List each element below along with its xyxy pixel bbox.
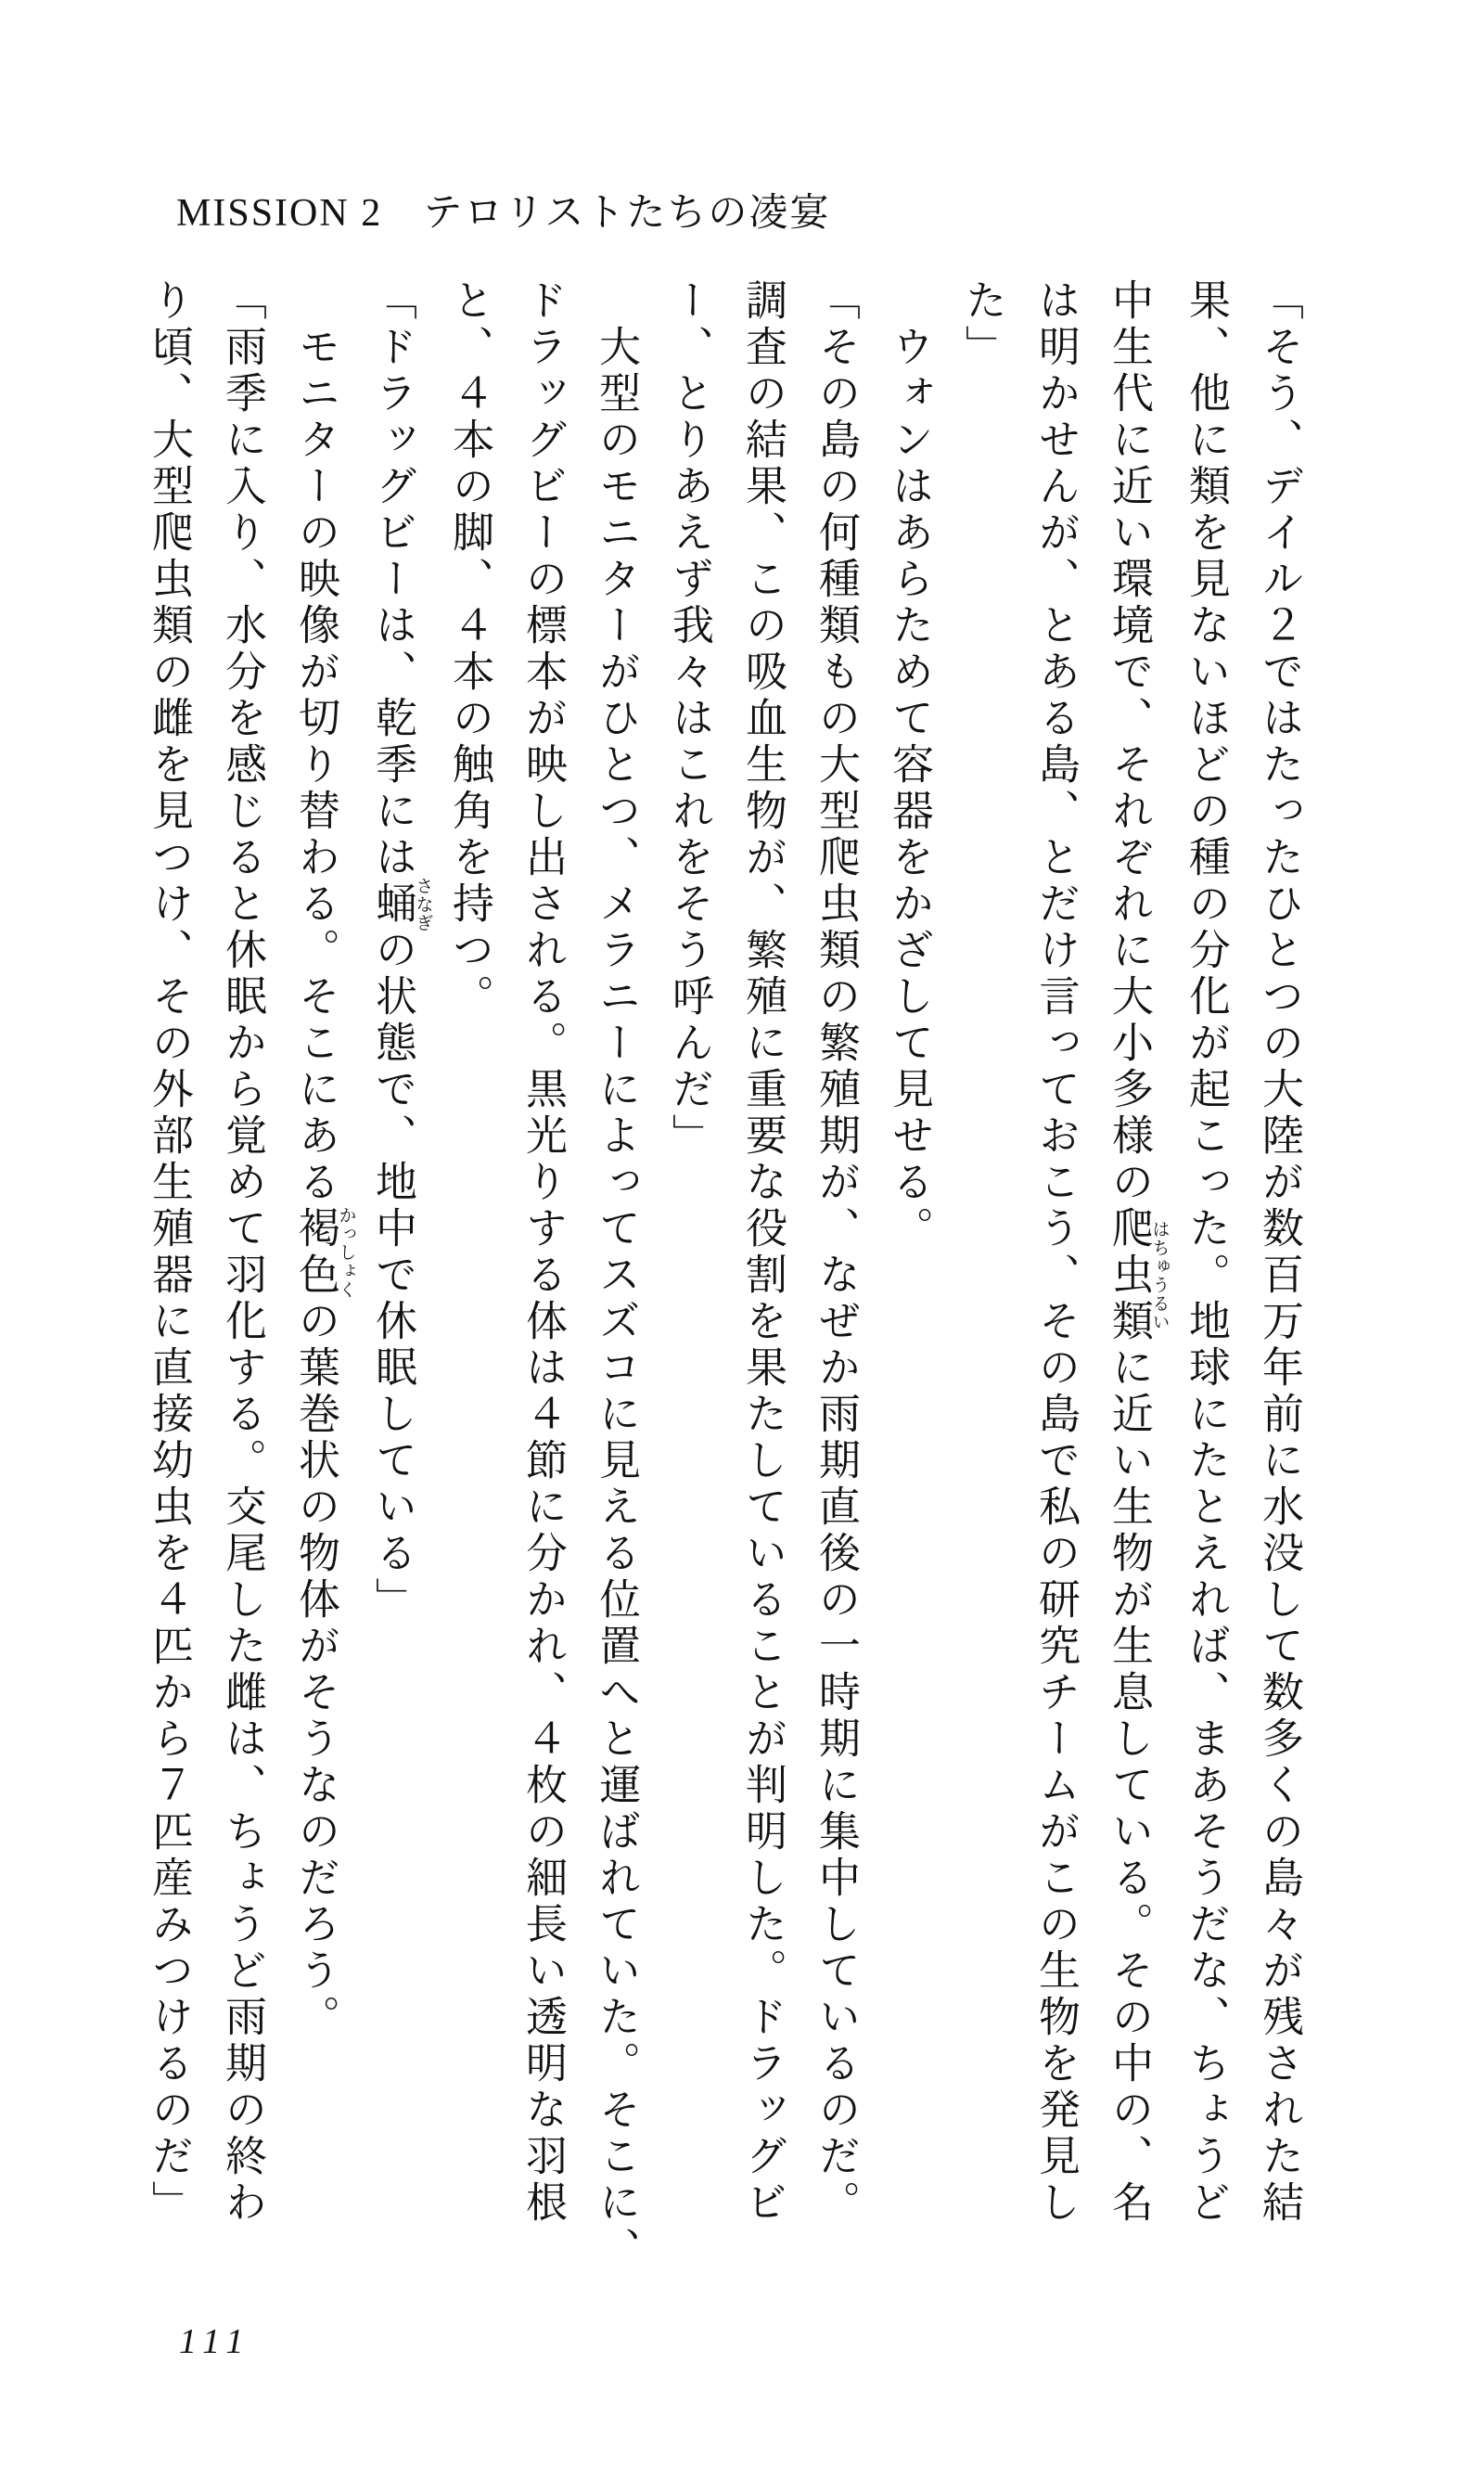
body-text — [132, 278, 1315, 2301]
text-column: 調査の結果、この吸血生物が、繁殖に重要な役割を果たしていることが判明した。ドラッグビ — [739, 278, 786, 2227]
ruby-annotated-word: 爬虫類はちゅうるい — [1106, 1206, 1170, 1345]
text-column: た」 — [959, 278, 1005, 371]
text-column: り頃、大型爬虫類の雌を見つけ、その外部生殖器に直接幼虫を４匹から７匹産みつけるのだ」 — [146, 278, 192, 2227]
text-column: ー、とりあえず我々はこれをそう呼んだ」 — [666, 278, 712, 1160]
ruby-annotated-word: 褐色かっしょく — [292, 1206, 356, 1299]
text-column: 「そう、デイル２ではたったひとつの大陸が数百万年前に水没して数多くの島々が残された結 — [1256, 278, 1302, 2227]
text-column: 大型のモニターがひとつ、メラニーによってスズコに見える位置へと運ばれていた。そこに、 — [593, 278, 639, 2273]
text-column: ウォンはあらためて容器をかざして見せる。 — [886, 278, 932, 1252]
text-column: と、４本の脚、４本の触角を持つ。 — [446, 278, 493, 1021]
ruby-reading: さなぎ — [413, 877, 433, 932]
text-column: 中生代に近い環境で、それぞれに大小多様の爬虫類はちゅうるいに近い生物が生息している。その中の、名 — [1106, 278, 1170, 2227]
text-column: 「その島の何種類もの大型爬虫類の繁殖期が、なぜか雨期直後の一時期に集中しているのだ。 — [812, 278, 859, 2227]
ruby-reading: かっしょく — [336, 1206, 356, 1299]
text-column: 「雨季に入り、水分を感じると休眠から覚めて羽化する。交尾した雌は、ちょうど雨期の終わ — [219, 278, 265, 2227]
chapter-header: MISSION 2 テロリストたちの凌宴 — [176, 192, 831, 235]
text-column: は明かせんが、とある島、とだけ言っておこう、その島で私の研究チームがこの生物を発見し — [1032, 278, 1079, 2227]
text-column: モニターの映像が切り替わる。そこにある褐色かっしょくの葉巻状の物体がそうなのだろう。 — [292, 278, 356, 2041]
ruby-annotated-word: 蛹さなぎ — [369, 877, 433, 932]
text-column: ドラッグビーの標本が映し出される。黒光りする体は４節に分かれ、４枚の細長い透明な羽根 — [519, 278, 566, 2227]
ruby-reading: はちゅうるい — [1149, 1206, 1170, 1345]
text-column: 「ドラッグビーは、乾季には蛹さなぎの状態で、地中で休眠している」 — [369, 278, 433, 1624]
text-column: 果、他に類を見ないほどの種の分化が起こった。地球にたとえれば、まあそうだな、ちょうど — [1183, 278, 1229, 2227]
page-number: 111 — [179, 2322, 252, 2361]
